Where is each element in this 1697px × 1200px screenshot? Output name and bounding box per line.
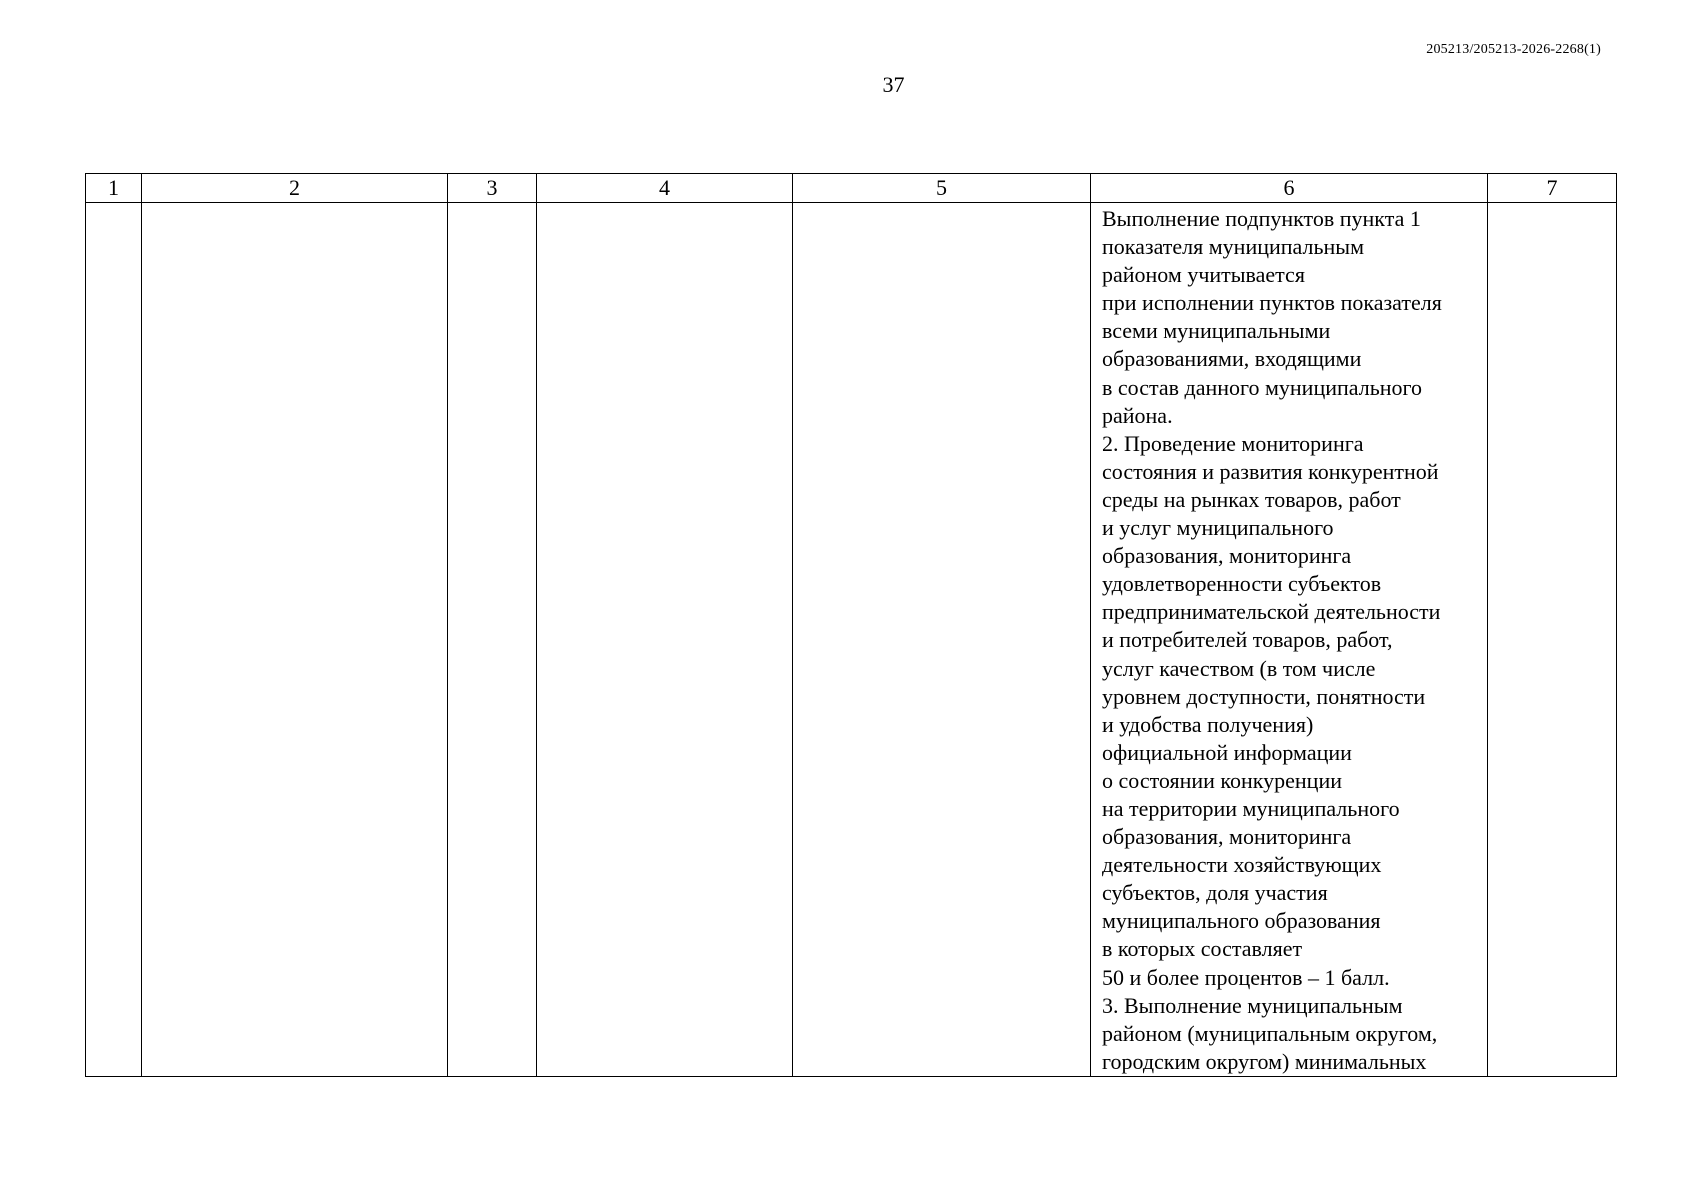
cell-col6-line: 2. Проведение мониторинга [1102,430,1364,456]
column-header-4: 4 [537,174,793,203]
cell-col4 [537,203,793,1077]
cell-col6-line: и услуг муниципального [1102,515,1334,541]
table-row [86,203,1617,1077]
page-number: 37 [882,72,905,97]
cell-col6-line: в которых составляет [1102,936,1303,962]
cell-col6-line: 50 и более процентов – 1 балл. [1102,964,1390,990]
cell-col6-line: муниципального образования [1102,908,1381,934]
column-header-5: 5 [793,174,1091,203]
cell-col6-line: показателя муниципальным [1102,234,1364,260]
cell-col6-line: деятельности хозяйствующих [1102,852,1382,878]
cell-col6-line: официальной информации [1102,739,1352,765]
cell-col2 [142,203,448,1077]
cell-col6-line: районом (муниципальным округом, [1102,1020,1438,1046]
column-header-7: 7 [1488,174,1617,203]
cell-col6 [1091,203,1488,1077]
cell-col6-line: субъектов, доля участия [1102,880,1328,906]
table-header-row [86,174,1617,203]
cell-col6-line: услуг качеством (в том числе [1102,655,1376,681]
column-header-1: 1 [86,174,142,203]
cell-col6-text [1091,203,1487,1076]
cell-col6-line: Выполнение подпунктов пункта 1 [1102,206,1421,231]
cell-col6-line: на территории муниципального [1102,795,1400,821]
cell-col1 [86,203,142,1077]
cell-col6-line: и удобства получения) [1102,711,1314,737]
cell-col6-line: образования, мониторинга [1102,824,1352,850]
cell-col6-line: районом учитывается [1102,262,1305,288]
column-header-3: 3 [448,174,537,203]
cell-col5 [793,203,1091,1077]
cell-col6-line: и потребителей товаров, работ, [1102,627,1393,653]
cell-col6-line: 3. Выполнение муниципальным [1102,992,1403,1018]
cell-col6-line: о состоянии конкуренции [1102,767,1343,793]
cell-col3 [448,203,537,1077]
cell-col6-line: образованиями, входящими [1102,346,1362,372]
cell-col6-line: образования, мониторинга [1102,543,1352,569]
column-header-6: 6 [1091,174,1488,203]
cell-col6-line: среды на рынках товаров, работ [1102,486,1401,512]
cell-col6-line: всеми муниципальными [1102,318,1331,344]
document-table [85,173,1617,1077]
cell-col6-line: состояния и развития конкурентной [1102,458,1439,484]
cell-col6-line: предпринимательской деятельности [1102,599,1441,625]
cell-col7 [1488,203,1617,1077]
cell-col6-line: в состав данного муниципального [1102,374,1422,400]
column-header-2: 2 [142,174,448,203]
cell-col6-line: удовлетворенности субъектов [1102,571,1382,597]
cell-col6-line: городским округом) минимальных [1102,1048,1427,1074]
cell-col6-line: при исполнении пунктов показателя [1102,290,1442,316]
cell-col6-line: района. [1102,402,1173,428]
cell-col6-line: уровнем доступности, понятности [1102,683,1426,709]
document-id: 205213/205213-2026-2268(1) [1426,42,1601,57]
